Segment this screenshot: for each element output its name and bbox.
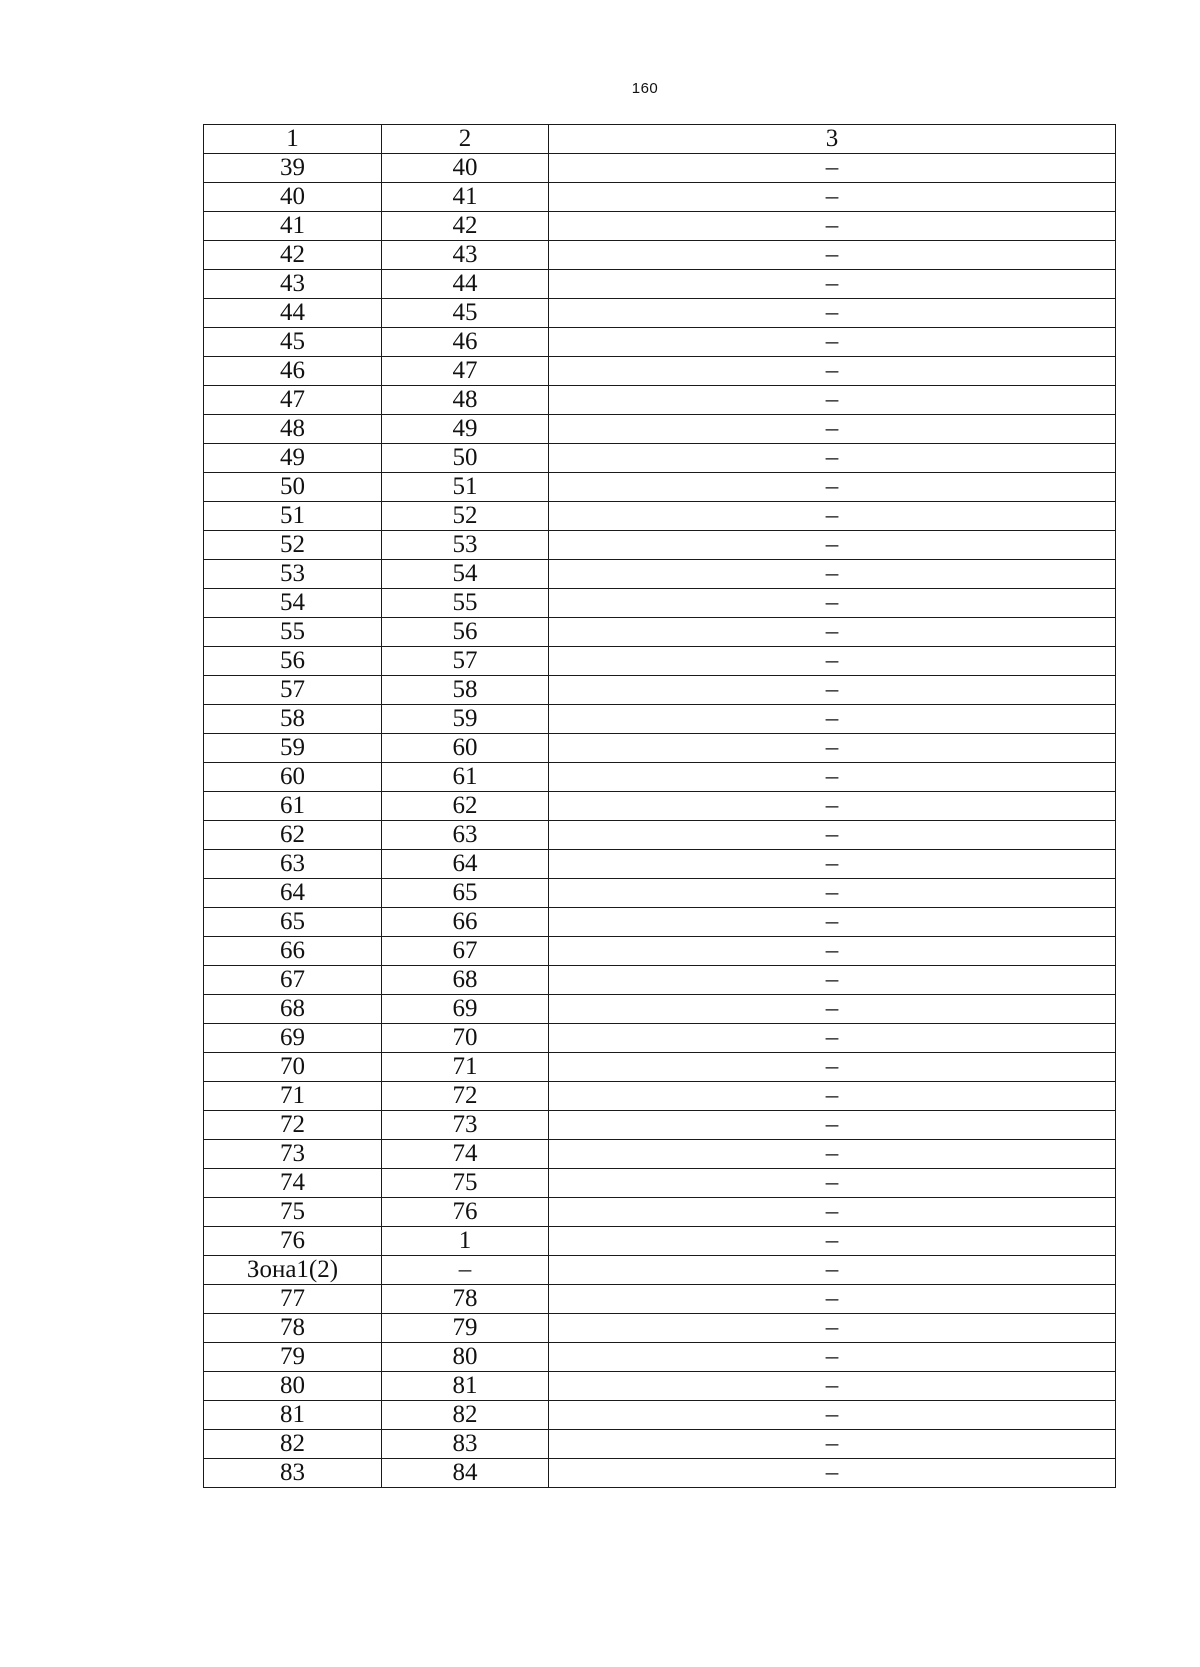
table-cell-col-3: – bbox=[549, 386, 1116, 415]
table-cell-col-3: – bbox=[549, 1227, 1116, 1256]
table-cell-col-2: 83 bbox=[382, 1430, 549, 1459]
table-cell-col-2: 84 bbox=[382, 1459, 549, 1488]
table-cell-col-1: 62 bbox=[204, 821, 382, 850]
table-cell-col-3: – bbox=[549, 1198, 1116, 1227]
table-cell-col-3: – bbox=[549, 1314, 1116, 1343]
table-cell-col-3: – bbox=[549, 908, 1116, 937]
table-cell-col-3: – bbox=[549, 415, 1116, 444]
page-number: 160 bbox=[631, 80, 659, 97]
data-table bbox=[203, 124, 1116, 1488]
table-cell-col-1: 55 bbox=[204, 618, 382, 647]
table-cell-col-2: 70 bbox=[382, 1024, 549, 1053]
table-cell-col-2: 55 bbox=[382, 589, 549, 618]
table-cell-col-1: 51 bbox=[204, 502, 382, 531]
table-row bbox=[204, 1227, 1116, 1256]
table-row bbox=[204, 212, 1116, 241]
table-cell-col-2: 41 bbox=[382, 183, 549, 212]
table-cell-col-3: – bbox=[549, 1372, 1116, 1401]
table-cell-col-2: 71 bbox=[382, 1053, 549, 1082]
table-cell-col-1: 68 bbox=[204, 995, 382, 1024]
table-row bbox=[204, 1343, 1116, 1372]
table-cell-col-2: 81 bbox=[382, 1372, 549, 1401]
table-cell-col-2: 56 bbox=[382, 618, 549, 647]
table-cell-col-1: 41 bbox=[204, 212, 382, 241]
table-cell-col-3: – bbox=[549, 705, 1116, 734]
table-row bbox=[204, 1372, 1116, 1401]
table-cell-col-3: – bbox=[549, 821, 1116, 850]
table-cell-col-1: 49 bbox=[204, 444, 382, 473]
column-header-2: 2 bbox=[382, 125, 549, 154]
table-cell-col-3: – bbox=[549, 502, 1116, 531]
table-row bbox=[204, 1430, 1116, 1459]
table-row bbox=[204, 531, 1116, 560]
table-cell-col-1: 57 bbox=[204, 676, 382, 705]
table-cell-col-1: 56 bbox=[204, 647, 382, 676]
table-row bbox=[204, 1401, 1116, 1430]
table-cell-col-1: 50 bbox=[204, 473, 382, 502]
table-cell-col-3: – bbox=[549, 212, 1116, 241]
table-row bbox=[204, 1111, 1116, 1140]
table-row bbox=[204, 183, 1116, 212]
table-cell-col-1: 76 bbox=[204, 1227, 382, 1256]
table-row bbox=[204, 676, 1116, 705]
table-cell-col-3: – bbox=[549, 241, 1116, 270]
table-row bbox=[204, 444, 1116, 473]
table-row bbox=[204, 937, 1116, 966]
table-cell-col-2: 51 bbox=[382, 473, 549, 502]
table-row bbox=[204, 705, 1116, 734]
table-cell-col-3: – bbox=[549, 1401, 1116, 1430]
table-cell-col-1: 40 bbox=[204, 183, 382, 212]
table-row bbox=[204, 1169, 1116, 1198]
table-row bbox=[204, 270, 1116, 299]
table-row bbox=[204, 415, 1116, 444]
table-cell-col-2: 53 bbox=[382, 531, 549, 560]
table-cell-col-2: 62 bbox=[382, 792, 549, 821]
table-cell-col-2: 72 bbox=[382, 1082, 549, 1111]
table-cell-col-3: – bbox=[549, 1140, 1116, 1169]
table-cell-col-1: 39 bbox=[204, 154, 382, 183]
table-cell-col-1: 48 bbox=[204, 415, 382, 444]
table-cell-col-3: – bbox=[549, 1256, 1116, 1285]
table-row bbox=[204, 792, 1116, 821]
table-cell-col-1: 70 bbox=[204, 1053, 382, 1082]
table-row bbox=[204, 1314, 1116, 1343]
table-row bbox=[204, 1256, 1116, 1285]
table-cell-col-1: 54 bbox=[204, 589, 382, 618]
table-cell-col-3: – bbox=[549, 473, 1116, 502]
table-cell-col-1: 60 bbox=[204, 763, 382, 792]
table-cell-col-3: – bbox=[549, 357, 1116, 386]
table-cell-col-2: 44 bbox=[382, 270, 549, 299]
column-header-1: 1 bbox=[204, 125, 382, 154]
table-cell-col-2: 54 bbox=[382, 560, 549, 589]
table-cell-col-3: – bbox=[549, 1024, 1116, 1053]
table-cell-col-3: – bbox=[549, 763, 1116, 792]
table-row bbox=[204, 1198, 1116, 1227]
table-cell-col-2: 63 bbox=[382, 821, 549, 850]
table-cell-col-2: 47 bbox=[382, 357, 549, 386]
table-cell-col-2: 79 bbox=[382, 1314, 549, 1343]
table-cell-col-1: 79 bbox=[204, 1343, 382, 1372]
table-cell-col-3: – bbox=[549, 879, 1116, 908]
table-body bbox=[204, 125, 1116, 1488]
table-cell-col-3: – bbox=[549, 937, 1116, 966]
table-cell-col-3: – bbox=[549, 328, 1116, 357]
table-cell-col-1: 81 bbox=[204, 1401, 382, 1430]
table-row bbox=[204, 647, 1116, 676]
table-cell-col-1: 52 bbox=[204, 531, 382, 560]
table-cell-col-2: 49 bbox=[382, 415, 549, 444]
table-cell-col-3: – bbox=[549, 1082, 1116, 1111]
table-cell-col-1: 66 bbox=[204, 937, 382, 966]
table-cell-col-2: 64 bbox=[382, 850, 549, 879]
table-cell-col-1: 75 bbox=[204, 1198, 382, 1227]
table-cell-col-3: – bbox=[549, 618, 1116, 647]
table-cell-col-2: 48 bbox=[382, 386, 549, 415]
table-cell-col-1: 69 bbox=[204, 1024, 382, 1053]
table-row bbox=[204, 1285, 1116, 1314]
table-cell-col-3: – bbox=[549, 1285, 1116, 1314]
table-cell-col-1: Зона1(2) bbox=[204, 1256, 382, 1285]
table-cell-col-1: 47 bbox=[204, 386, 382, 415]
table-cell-col-1: 44 bbox=[204, 299, 382, 328]
table-cell-col-2: – bbox=[382, 1256, 549, 1285]
table-cell-col-1: 72 bbox=[204, 1111, 382, 1140]
table-cell-col-2: 46 bbox=[382, 328, 549, 357]
table-cell-col-3: – bbox=[549, 966, 1116, 995]
table-row bbox=[204, 154, 1116, 183]
table-row bbox=[204, 618, 1116, 647]
table-cell-col-3: – bbox=[549, 995, 1116, 1024]
table-row bbox=[204, 1459, 1116, 1488]
table-cell-col-2: 76 bbox=[382, 1198, 549, 1227]
table-cell-col-1: 78 bbox=[204, 1314, 382, 1343]
table-cell-col-3: – bbox=[549, 270, 1116, 299]
table-cell-col-1: 83 bbox=[204, 1459, 382, 1488]
table-cell-col-1: 65 bbox=[204, 908, 382, 937]
table-cell-col-2: 82 bbox=[382, 1401, 549, 1430]
table-row bbox=[204, 821, 1116, 850]
table-row bbox=[204, 734, 1116, 763]
table-cell-col-2: 80 bbox=[382, 1343, 549, 1372]
table-row bbox=[204, 966, 1116, 995]
table-cell-col-3: – bbox=[549, 676, 1116, 705]
table-cell-col-1: 64 bbox=[204, 879, 382, 908]
table-cell-col-3: – bbox=[549, 589, 1116, 618]
table-cell-col-2: 74 bbox=[382, 1140, 549, 1169]
table-cell-col-1: 45 bbox=[204, 328, 382, 357]
table-cell-col-3: – bbox=[549, 1111, 1116, 1140]
table-cell-col-1: 77 bbox=[204, 1285, 382, 1314]
table-cell-col-2: 65 bbox=[382, 879, 549, 908]
table-cell-col-2: 78 bbox=[382, 1285, 549, 1314]
table-cell-col-3: – bbox=[549, 1343, 1116, 1372]
table-cell-col-1: 67 bbox=[204, 966, 382, 995]
table-row bbox=[204, 850, 1116, 879]
table-row bbox=[204, 357, 1116, 386]
table-row bbox=[204, 763, 1116, 792]
table-row bbox=[204, 473, 1116, 502]
table-cell-col-1: 59 bbox=[204, 734, 382, 763]
table-cell-col-3: – bbox=[549, 850, 1116, 879]
table-cell-col-3: – bbox=[549, 1053, 1116, 1082]
table-cell-col-3: – bbox=[549, 647, 1116, 676]
table-cell-col-1: 74 bbox=[204, 1169, 382, 1198]
table-cell-col-1: 73 bbox=[204, 1140, 382, 1169]
table-cell-col-2: 75 bbox=[382, 1169, 549, 1198]
table-cell-col-3: – bbox=[549, 1459, 1116, 1488]
table-cell-col-2: 69 bbox=[382, 995, 549, 1024]
table-row bbox=[204, 1024, 1116, 1053]
table-row bbox=[204, 299, 1116, 328]
table-cell-col-2: 52 bbox=[382, 502, 549, 531]
table-cell-col-1: 53 bbox=[204, 560, 382, 589]
table-cell-col-2: 59 bbox=[382, 705, 549, 734]
table-cell-col-1: 43 bbox=[204, 270, 382, 299]
table-cell-col-2: 61 bbox=[382, 763, 549, 792]
table-row bbox=[204, 386, 1116, 415]
table-cell-col-2: 40 bbox=[382, 154, 549, 183]
table-cell-col-3: – bbox=[549, 531, 1116, 560]
table-row bbox=[204, 328, 1116, 357]
table-cell-col-2: 43 bbox=[382, 241, 549, 270]
table-cell-col-2: 67 bbox=[382, 937, 549, 966]
table-row bbox=[204, 995, 1116, 1024]
table-cell-col-1: 58 bbox=[204, 705, 382, 734]
table-cell-col-1: 82 bbox=[204, 1430, 382, 1459]
table-cell-col-3: – bbox=[549, 183, 1116, 212]
table-cell-col-2: 50 bbox=[382, 444, 549, 473]
table-cell-col-3: – bbox=[549, 734, 1116, 763]
table-row bbox=[204, 1053, 1116, 1082]
table-cell-col-2: 66 bbox=[382, 908, 549, 937]
table-cell-col-2: 57 bbox=[382, 647, 549, 676]
table-cell-col-3: – bbox=[549, 1169, 1116, 1198]
table-row bbox=[204, 560, 1116, 589]
table-cell-col-3: – bbox=[549, 792, 1116, 821]
table-cell-col-3: – bbox=[549, 299, 1116, 328]
table-row bbox=[204, 1082, 1116, 1111]
table-cell-col-1: 63 bbox=[204, 850, 382, 879]
table-cell-col-2: 73 bbox=[382, 1111, 549, 1140]
table-cell-col-1: 61 bbox=[204, 792, 382, 821]
table-cell-col-1: 71 bbox=[204, 1082, 382, 1111]
table-row bbox=[204, 241, 1116, 270]
table-row bbox=[204, 502, 1116, 531]
table-cell-col-3: – bbox=[549, 154, 1116, 183]
table-cell-col-3: – bbox=[549, 444, 1116, 473]
column-header-3: 3 bbox=[549, 125, 1116, 154]
table-cell-col-2: 60 bbox=[382, 734, 549, 763]
table-cell-col-2: 45 bbox=[382, 299, 549, 328]
table-cell-col-2: 1 bbox=[382, 1227, 549, 1256]
table-row bbox=[204, 908, 1116, 937]
table-row bbox=[204, 589, 1116, 618]
table-cell-col-2: 68 bbox=[382, 966, 549, 995]
table-cell-col-1: 80 bbox=[204, 1372, 382, 1401]
table-header-row bbox=[204, 125, 1116, 154]
table-row bbox=[204, 879, 1116, 908]
table-cell-col-2: 58 bbox=[382, 676, 549, 705]
table-cell-col-3: – bbox=[549, 560, 1116, 589]
table-row bbox=[204, 1140, 1116, 1169]
table-cell-col-2: 42 bbox=[382, 212, 549, 241]
table-cell-col-1: 42 bbox=[204, 241, 382, 270]
table-cell-col-3: – bbox=[549, 1430, 1116, 1459]
table-cell-col-1: 46 bbox=[204, 357, 382, 386]
